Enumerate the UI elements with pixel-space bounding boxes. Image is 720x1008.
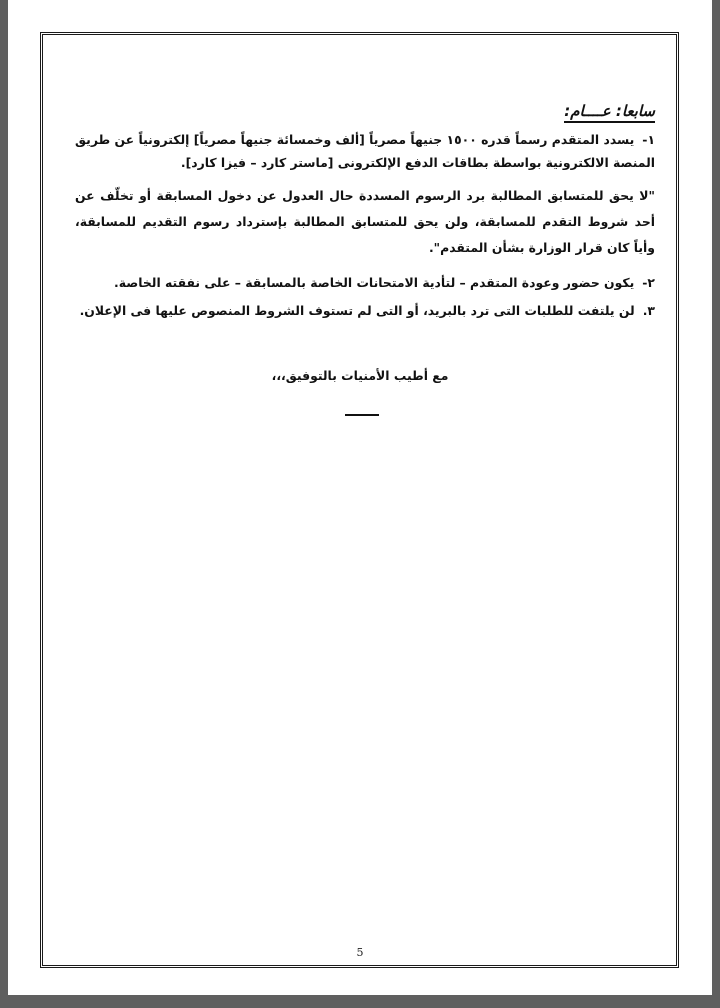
fee-refund-note — [75, 183, 655, 261]
list-item-number: ٢- — [642, 275, 655, 290]
closing-line: مع أطيب الأمنيات بالتوفيق،،، — [271, 368, 449, 383]
fee-refund-note-text: "لا يحق للمتسابق المطالبة برد الرسوم المسددة حال العدول عن دخول المسابقة أو تخلّف عن أحد شروط التقدم للمسابقة، ولن يحق للمتسابق المطالبة بإسترداد رسوم التقديم للمسابقة، وأياً كان قرار الوزارة بشأن المتقدم". — [75, 188, 655, 255]
list-item-1 — [75, 128, 655, 174]
list-item-number: ٣. — [642, 303, 655, 318]
list-item-text: لن يلتفت للطلبات التى ترد بالبريد، أو التى لم تستوف الشروط المنصوص عليها فى الإعلان. — [79, 303, 635, 318]
section-heading — [75, 100, 655, 122]
list-item-2 — [75, 271, 655, 295]
list-item-text: يكون حضور وعودة المتقدم – لتأدية الامتحانات الخاصة بالمسابقة – على نفقته الخاصة. — [114, 275, 635, 290]
section-general — [75, 100, 655, 323]
closing-divider — [345, 414, 379, 416]
list-item-text: يسدد المتقدم رسماً قدره ١٥٠٠ جنيهاً مصرياً [ألف وخمسائة جنيهاً مصرياً] إلكترونياً عن طريق المنصة الالكترونية بواسطة بطاقات الدفع الإلكترونى [ماستر كارد – فيزا كارد]. — [75, 132, 655, 170]
page-number: 5 — [356, 946, 364, 959]
list-item-3 — [75, 299, 655, 323]
section-heading-text: سابعا: عــــام: — [564, 102, 655, 123]
list-item-number: ١- — [642, 132, 656, 147]
